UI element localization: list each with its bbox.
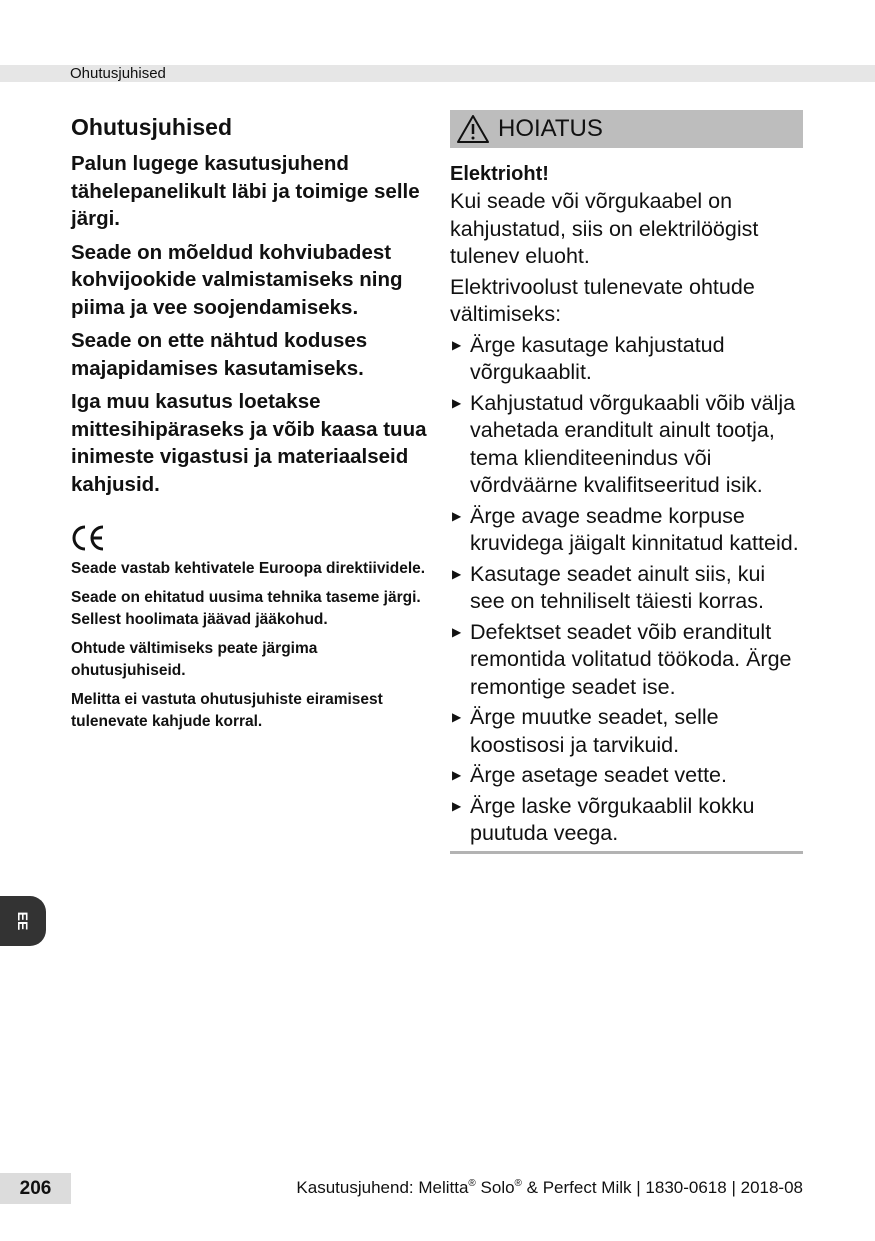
triangle-bullet-icon: ▶ xyxy=(452,395,462,410)
page-number: 206 xyxy=(19,1178,52,1199)
intro-paragraph: Seade on mõeldud kohviubadest kohvijookide valmistamiseks ning piima ja vee soojendamiseks. xyxy=(71,240,403,319)
ce-mark-icon xyxy=(71,524,431,552)
list-item: ▶ Ärge laske võrgukaablil kokku puutuda veega. xyxy=(452,793,755,845)
list-item: ▶ Ärge kasutage kahjustatud võrgukaablit. xyxy=(452,332,725,384)
footer-product-milk: & Perfect Milk xyxy=(521,1178,632,1197)
triangle-bullet-icon: ▶ xyxy=(452,337,462,352)
warning-list xyxy=(450,332,803,848)
section-title: Ohutusjuhised xyxy=(71,114,232,140)
language-tab xyxy=(0,896,46,946)
warning-header xyxy=(450,110,803,148)
list-item: ▶ Kasutage seadet ainult siis, kui see on tehniliselt täiesti korras. xyxy=(452,561,766,613)
registered-mark: ® xyxy=(514,1178,522,1189)
intro-paragraph: Palun lugege kasutusjuhend tähelepanelikult läbi ja toimige selle järgi. xyxy=(71,152,420,230)
intro-paragraph: Seade on ette nähtud koduses majapidamises kasutamiseks. xyxy=(71,329,368,380)
footer-date: 2018-08 xyxy=(740,1178,803,1197)
footer-doc-info xyxy=(296,1178,803,1198)
triangle-bullet-icon: ▶ xyxy=(452,508,462,523)
registered-mark: ® xyxy=(468,1178,476,1189)
compliance-paragraph: Melitta ei vastuta ohutusjuhiste eiramisest tulenevate kahjude korral. xyxy=(71,691,383,730)
triangle-bullet-icon: ▶ xyxy=(452,768,462,782)
footer-separator: | xyxy=(636,1178,641,1197)
warning-paragraph: Kui seade või võrgukaabel on kahjustatud, siis on elektrilöögist tulenev eluoht. xyxy=(450,189,759,268)
compliance-paragraph: Ohtude vältimiseks peate järgima ohutusjuhiseid. xyxy=(71,640,318,679)
list-item: ▶ Defektset seadet võib eranditult remontida volitatud töökoda. Ärge remontige seadet ise. xyxy=(452,619,792,699)
triangle-bullet-icon: ▶ xyxy=(452,566,462,581)
warning-title: HOIATUS xyxy=(498,115,603,142)
list-item: ▶ Ärge muutke seadet, selle koostisosi ja tarvikuid. xyxy=(452,705,719,757)
compliance-paragraph: Seade vastab kehtivatele Euroopa direktiividele. xyxy=(71,560,426,577)
warning-box xyxy=(450,110,803,854)
triangle-bullet-icon: ▶ xyxy=(452,624,462,639)
intro-paragraph: Iga muu kasutus loetakse mittesihipäraseks ja võib kaasa tuua inimeste vigastusi ja materiaalseid kahjusid. xyxy=(71,390,427,496)
list-item: ▶ Ärge asetage seadet vette. xyxy=(450,762,803,790)
left-column xyxy=(71,112,431,740)
compliance-paragraph: Seade on ehitatud uusima tehnika taseme järgi. Sellest hoolimata jäävad jääkohud. xyxy=(71,589,421,628)
running-header: Ohutusjuhised xyxy=(70,65,166,82)
warning-subtitle: Elektrioht! xyxy=(450,163,549,185)
warning-triangle-icon xyxy=(456,114,490,144)
footer-separator: | xyxy=(731,1178,736,1197)
language-tab-label: EE xyxy=(15,911,31,931)
footer-prefix: Kasutusjuhend: Melitta xyxy=(296,1178,469,1197)
list-item: ▶ Kahjustatud võrgukaabli võib välja vahetada eranditult ainult tootja, tema klienditeenindus või võrdväärne kvalifitseeritud isik. xyxy=(452,390,796,497)
warning-paragraph: Elektrivoolust tulenevate ohtude vältimiseks: xyxy=(450,274,755,326)
warning-bottom-rule xyxy=(450,851,803,854)
triangle-bullet-icon: ▶ xyxy=(452,798,462,813)
footer-doc-number: 1830-0618 xyxy=(645,1178,727,1197)
triangle-bullet-icon: ▶ xyxy=(452,710,462,724)
footer-product-solo: Solo xyxy=(475,1178,515,1197)
list-item: ▶ Ärge avage seadme korpuse kruvidega jäigalt kinnitatud katteid. xyxy=(452,503,799,555)
